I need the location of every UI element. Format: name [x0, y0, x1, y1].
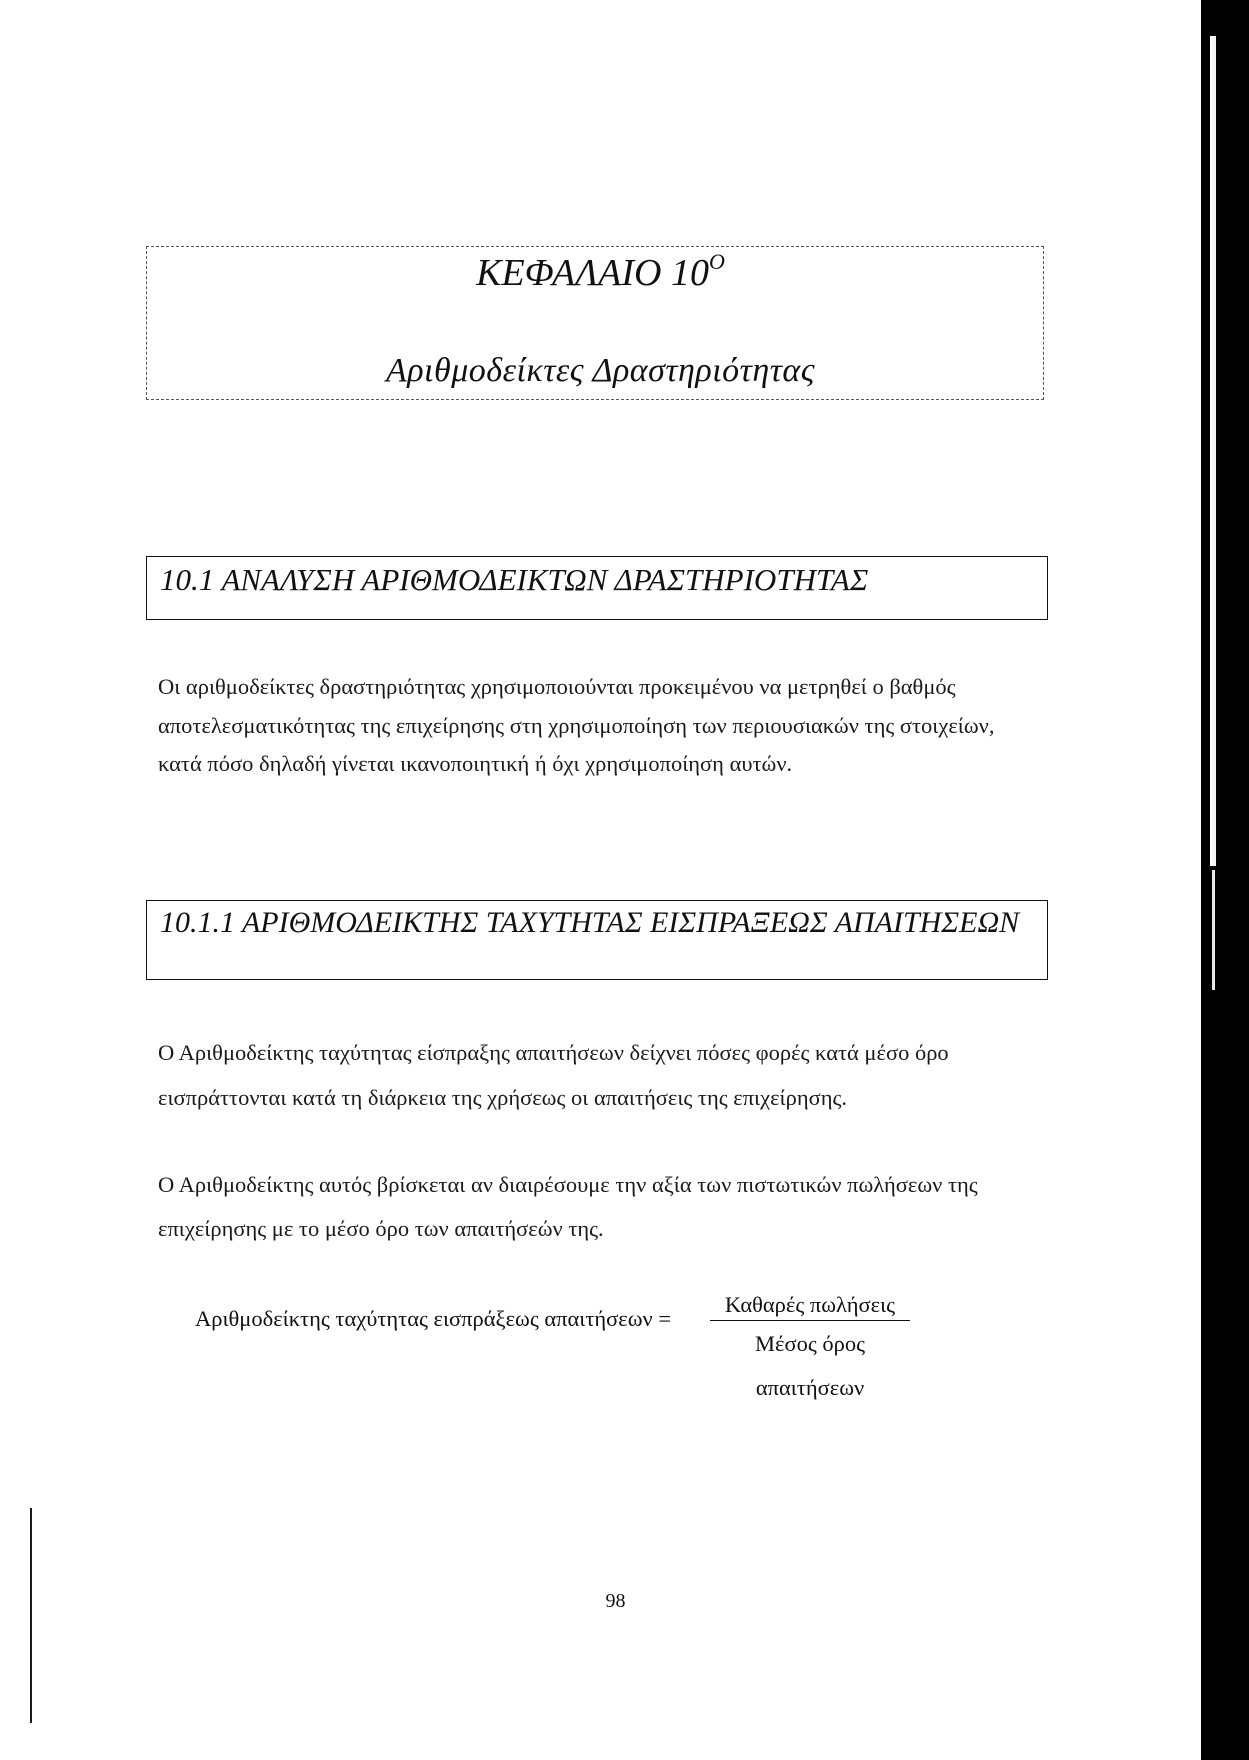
scan-artifact-line [1212, 36, 1216, 866]
chapter-heading-text: ΚΕΦΑΛΑΙΟ 10 [476, 252, 709, 294]
formula-denominator-line-2: απαιτήσεων [755, 1375, 865, 1400]
section-2-heading: 10.1.1 ΑΡΙΘΜΟΔΕΙΚΤΗΣ ΤΑΧΥΤΗΤΑΣ ΕΙΣΠΡΑΞΕΩΣ ΑΠΑΙΤΗΣΕΩΝ [160, 906, 1020, 939]
chapter-heading-superscript: Ο [708, 249, 725, 274]
chapter-subtitle: Αριθμοδείκτες Δραστηριότητας [385, 352, 816, 389]
formula-left-side: Αριθμοδείκτης ταχύτητας εισπράξεως απαιτήσεων = [195, 1306, 672, 1331]
section-1-paragraph: Οι αριθμοδείκτες δραστηριότητας χρησιμοποιούνται προκειμένου να μετρηθεί ο βαθμός αποτελεσματικότητας της επιχείρησης στη χρησιμοποίηση των περιουσιακών της στοιχείων, κατά πόσο δηλαδή γίνεται ικανοποιητική ή όχι χρησιμοποίηση αυτών. [158, 674, 995, 776]
formula-denominator [710, 1322, 910, 1410]
formula-denominator-line-1: Μέσος όρος [754, 1331, 865, 1356]
section-2-paragraph-2: Ο Αριθμοδείκτης αυτός βρίσκεται αν διαιρέσουμε την αξία των πιστωτικών πωλήσεων της επιχείρησης με το μέσο όρο των απαιτήσεών της. [158, 1172, 978, 1241]
scan-artifact-line [1212, 870, 1215, 990]
section-2-paragraph-1: Ο Αριθμοδείκτης ταχύτητας είσπραξης απαιτήσεων δείχνει πόσες φορές κατά μέσο όρο εισπράττονται κατά τη διάρκεια της χρήσεως οι απαιτήσεις της επιχείρησης. [158, 1040, 949, 1110]
chapter-heading [0, 250, 1201, 296]
page-number: 98 [605, 1590, 626, 1612]
scan-artifact-line [30, 1508, 32, 1723]
formula-numerator: Καθαρές πωλήσεις [710, 1290, 910, 1321]
section-1-heading: 10.1 ΑΝΑΛΥΣΗ ΑΡΙΘΜΟΔΕΙΚΤΩΝ ΔΡΑΣΤΗΡΙΟΤΗΤΑΣ [160, 562, 869, 597]
